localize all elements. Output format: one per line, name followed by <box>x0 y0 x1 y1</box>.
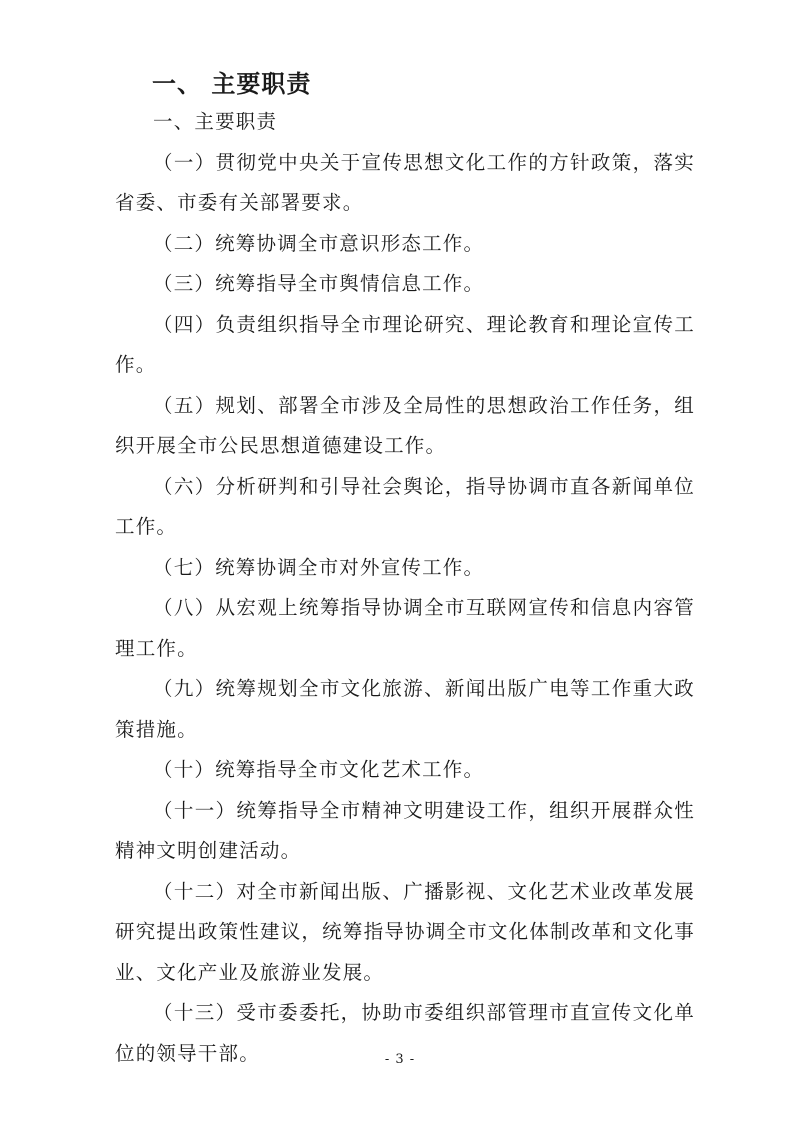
document-body <box>115 102 695 1074</box>
paragraph-3: （三）统筹指导全市舆情信息工作。 <box>153 272 485 295</box>
paragraph-13: （十三）受市委委托，协助市委组织部管理市直宣传文化单位的领导干部。 <box>115 1001 695 1065</box>
section-heading: 一、 主要职责 <box>152 70 312 98</box>
paragraph-12: （十二）对全市新闻出版、广播影视、文化艺术业改革发展研究提出政策性建议，统筹指导协调全市文化体制改革和文化事业、文化产业及旅游业发展。 <box>115 879 695 984</box>
paragraph-1: （一）贯彻党中央关于宣传思想文化工作的方针政策，落实省委、市委有关部署要求。 <box>115 150 695 214</box>
paragraph-4: （四）负责组织指导全市理论研究、理论教育和理论宣传工作。 <box>115 312 695 376</box>
paragraph-6: （六）分析研判和引导社会舆论，指导协调市直各新闻单位工作。 <box>115 474 695 538</box>
paragraph-8: （八）从宏观上统筹指导协调全市互联网宣传和信息内容管理工作。 <box>115 596 695 660</box>
paragraph-10: （十）统筹指导全市文化艺术工作。 <box>153 758 485 781</box>
page-number: - 3 - <box>384 1052 416 1067</box>
paragraph-7: （七）统筹协调全市对外宣传工作。 <box>153 555 485 579</box>
paragraph-11: （十一）统筹指导全市精神文明建设工作，组织开展群众性精神文明创建活动。 <box>115 798 695 862</box>
paragraph-9: （九）统筹规划全市文化旅游、新闻出版广电等工作重大政策措施。 <box>115 677 695 741</box>
subheading: 一、主要职责 <box>153 110 278 133</box>
paragraph-2: （二）统筹协调全市意识形态工作。 <box>153 231 485 255</box>
paragraph-5: （五）规划、部署全市涉及全局性的思想政治工作任务，组织开展全市公民思想道德建设工作。 <box>115 393 695 457</box>
